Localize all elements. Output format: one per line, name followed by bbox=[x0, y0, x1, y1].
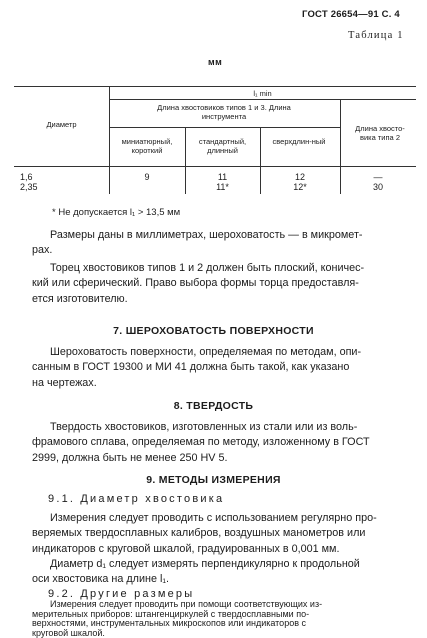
paragraph-roughness: Шероховатость поверхности, определяемая по методам, опи- санным в ГОСТ 19300 и МИ 41 должна быть такой, как указано на чертежах. bbox=[32, 346, 362, 389]
table-cell: 12 bbox=[294, 172, 305, 182]
paragraph-hardness: Твердость хвостовиков, изготовленных из стали или из воль- фрамового сплава, определяемая по методу, изложенному в ГОСТ 2999, должна быть не менее 250 HV 5. bbox=[32, 421, 370, 464]
col-header-l1: l₁ min bbox=[253, 89, 272, 98]
table-cell: 12* bbox=[293, 182, 307, 192]
table-cell: 1,6 bbox=[20, 172, 33, 182]
section-title-hardness: 8. ТВЕРДОСТЬ bbox=[173, 400, 254, 412]
subsection-title-other: 9.2. Другие размеры bbox=[48, 588, 195, 600]
paragraph-units: Размеры даны в миллиметрах, шероховатость — в микромет- рах. bbox=[32, 229, 363, 257]
paragraph-other: Измерения следует проводить при помощи соответствующих из- мерительных приборов: штангенциркулей с твердосплавными по- верхностями, инструментальных микроскопов или индикаторов с круговой шкалой. bbox=[32, 599, 323, 638]
table-cell: — bbox=[373, 172, 383, 182]
table-unit: мм bbox=[208, 57, 223, 67]
page-header: ГОСТ 26654—91 С. 4 bbox=[302, 9, 400, 20]
table-cell: 11 bbox=[217, 172, 228, 182]
table-cell: 30 bbox=[372, 182, 383, 192]
col-header-std: стандартный, длинный bbox=[198, 137, 247, 155]
col-header-diameter: Диаметр bbox=[46, 120, 77, 129]
col-header-xlong: сверхдлин-ный bbox=[272, 137, 326, 146]
paragraph-diameter: Измерения следует проводить с использованием регулярно про- веряемых твердосплавных калибров, воздушных манометров или индикаторов с круговой шкалой, градуированных в 0,001 мм. Диаметр d₁ следует измерять перпендикулярно к продольной оси хвостовика на длине l₁. bbox=[32, 512, 377, 586]
table-caption: Таблица 1 bbox=[348, 30, 404, 41]
table-footnote: * Не допускается l₁ > 13,5 мм bbox=[52, 207, 181, 218]
paragraph-end-face: Торец хвостовиков типов 1 и 2 должен быть плоский, коничес- кий или сферический. Право выбора формы торца предоставля- ется изготовителю. bbox=[32, 262, 365, 305]
section-title-roughness: 7. ШЕРОХОВАТОСТЬ ПОВЕРХНОСТИ bbox=[113, 325, 314, 337]
col-header-group: Длина хвостовиков типов 1 и 3. Длина инструмента bbox=[157, 103, 291, 121]
section-title-methods: 9. МЕТОДЫ ИЗМЕРЕНИЯ bbox=[146, 474, 281, 486]
col-header-type2: Длина хвосто-вика типа 2 bbox=[355, 124, 405, 142]
subsection-title-diameter: 9.1. Диаметр хвостовика bbox=[48, 493, 225, 505]
dimensions-table bbox=[14, 86, 416, 194]
table-cell: 2,35 bbox=[20, 182, 38, 192]
col-header-mini: миниатюрный, короткий bbox=[121, 137, 173, 155]
table-cell: 9 bbox=[144, 172, 150, 182]
table-cell: 11* bbox=[216, 182, 229, 192]
